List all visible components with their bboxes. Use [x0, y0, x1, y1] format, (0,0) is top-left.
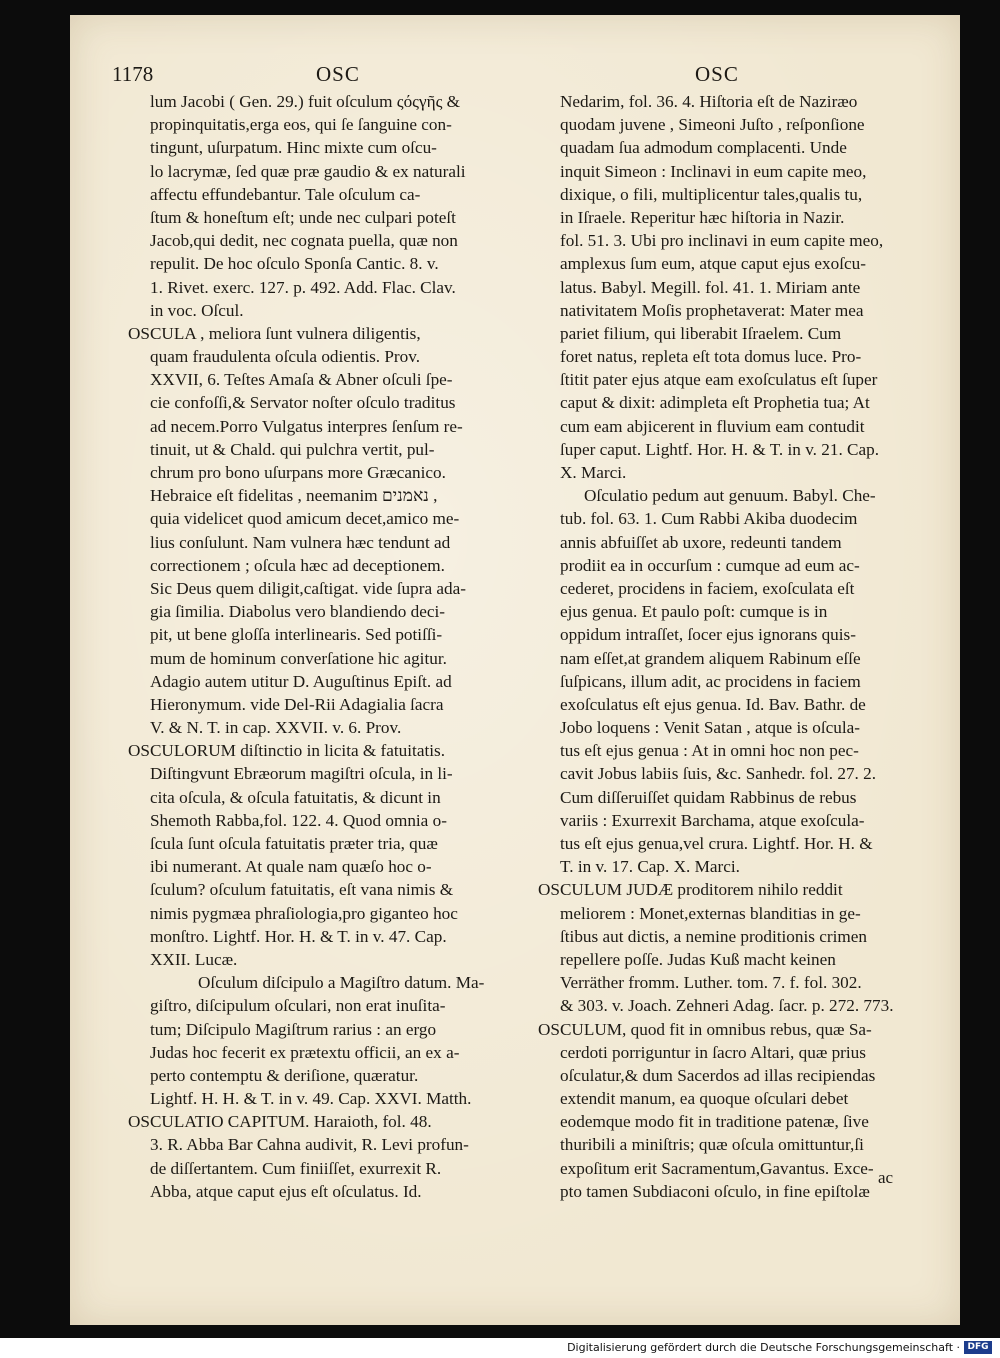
- text-line: expoſitum erit Sacramentum,Gavantus. Exce-: [560, 1158, 874, 1178]
- text-line: Verräther fromm. Luther. tom. 7. f. fol. 302.: [560, 973, 862, 993]
- text-line: extendit manum, ea quoque oſculari debet: [560, 1089, 849, 1109]
- text-line: cie confoſſi,& Servator noſter oſculo traditus: [150, 393, 456, 413]
- text-line: Diſtingvunt Ebræorum magiſtri oſcula, in li-: [150, 764, 453, 784]
- text-line: nativitatem Moſis prophetaverat: Mater mea: [560, 300, 864, 320]
- text-line: Hebraice eſt fidelitas , neemanim נאמנים ,: [150, 486, 438, 506]
- text-line: chrum pro bono uſurpans more Græcanico.: [150, 463, 446, 482]
- text-line: in Iſraele. Reperitur hæc hiſtoria in Nazir.: [560, 207, 845, 227]
- text-line: mum de hominum converſatione hic agitur.: [150, 648, 447, 668]
- running-head-right: OSC: [695, 62, 739, 86]
- text-line: meliorem : Monet,externas blanditias in ge-: [560, 903, 861, 923]
- text-line: Abba, atque caput ejus eſt oſculatus. Id.: [150, 1181, 422, 1201]
- text-line: de diſſertantem. Cum finiiſſet, exurrexit R.: [150, 1158, 442, 1178]
- text-line: cavit Jobus labiis ſuis, &c. Sanhedr. fol. 27. 2.: [560, 764, 877, 784]
- text-line: pto tamen Subdiaconi oſculo, in fine epiſtolæ: [560, 1181, 870, 1201]
- text-line: cita oſcula, & oſcula fatuitatis, & dicunt in: [150, 787, 441, 807]
- text-line: Hieronymum. vide Del-Rii Adagialia ſacra: [150, 694, 444, 714]
- text-line: Sic Deus quem diligit,caſtigat. vide ſupra ada-: [150, 578, 466, 598]
- text-line: prodiit ea in occurſum : cumque ad eum ac-: [560, 555, 860, 575]
- text-line: pariet filium, qui liberabit Iſraelem. Cum: [560, 323, 842, 343]
- right-text-column: [538, 90, 918, 1203]
- text-line: XXVII, 6. Teſtes Amaſa & Abner oſculi ſpe-: [150, 370, 453, 390]
- page-number: 1178: [112, 62, 154, 86]
- text-line: OSCULA , meliora ſunt vulnera diligentis,: [128, 323, 421, 343]
- text-line: Judas hoc fecerit ex prætextu officii, an ex a-: [150, 1042, 460, 1062]
- text-line: ſuper caput. Lightf. Hor. H. & T. in v. 21. Cap.: [560, 439, 880, 459]
- running-head-left: OSC: [316, 62, 360, 86]
- text-line: quadam ſua admodum complacenti. Unde: [560, 138, 847, 158]
- text-line: & 303. v. Joach. Zehneri Adag. ſacr. p. 272. 773.: [560, 996, 894, 1016]
- text-line: cum eam abjicerent in fluvium eam contudit: [560, 416, 865, 436]
- text-line: variis : Exurrexit Barchama, atque exoſcula-: [560, 810, 865, 830]
- text-line: thuribili a miniſtris; quæ oſcula omittuntur,ſi: [560, 1135, 864, 1155]
- text-line: foret natus, repleta eſt tota domus luce. Pro-: [560, 347, 862, 367]
- text-line: Shemoth Rabba,fol. 122. 4. Quod omnia o-: [150, 810, 447, 830]
- text-line: ſcula ſunt oſcula fatuitatis præter tria, quæ: [150, 834, 438, 853]
- text-line: fol. 51. 3. Ubi pro inclinavi in eum capite meo,: [560, 231, 884, 251]
- text-line: tinuit, ut & Chald. qui pulchra vertit, pul-: [150, 439, 435, 459]
- text-line: OSCULATIO CAPITUM. Haraioth, fol. 48.: [128, 1112, 432, 1132]
- text-line: cederet, procidens in faciem, exoſculata eſt: [560, 578, 855, 598]
- text-line: Nedarim, fol. 36. 4. Hiſtoria eſt de Naziræo: [560, 92, 858, 111]
- catchword: ac: [878, 1168, 894, 1187]
- text-line: X. Marci.: [560, 463, 627, 482]
- text-line: tingunt, uſurpatum. Hinc mixte cum oſcu-: [150, 138, 437, 158]
- text-line: ſculum? oſculum fatuitatis, eſt vana nimis &: [150, 880, 454, 900]
- text-line: correctionem ; oſcula hæc ad deceptionem.: [150, 555, 445, 575]
- text-line: quia videlicet quod amicum decet,amico me-: [150, 509, 460, 529]
- text-line: ibi numerant. At quale nam quæſo hoc o-: [150, 857, 432, 877]
- text-line: lum Jacobi ( Gen. 29.) fuit oſculum ςόςγῆς &: [150, 92, 461, 111]
- text-line: XXII. Lucæ.: [150, 949, 238, 969]
- text-line: V. & N. T. in cap. XXVII. v. 6. Prov.: [150, 718, 402, 738]
- text-line: exoſculatus eſt ejus genua. Id. Bav. Bathr. de: [560, 694, 866, 714]
- text-line: Lightf. H. H. & T. in v. 49. Cap. XXVI. Matth.: [150, 1089, 472, 1109]
- text-line: inquit Simeon : Inclinavi in eum capite meo,: [560, 161, 867, 181]
- text-line: Cum diſſeruiſſet quidam Rabbinus de rebus: [560, 787, 857, 807]
- text-line: repellere poſſe. Judas Kuß macht keinen: [560, 949, 836, 969]
- text-line: Adagio autem utitur D. Auguſtinus Epiſt. ad: [150, 671, 452, 691]
- text-line: T. in v. 17. Cap. X. Marci.: [560, 857, 740, 877]
- text-line: 3. R. Abba Bar Cahna audivit, R. Levi profun-: [150, 1135, 469, 1155]
- dfg-logo: DFG: [964, 1341, 992, 1354]
- text-line: tum; Diſcipulo Magiſtrum rarius : an ergo: [150, 1019, 437, 1039]
- text-line: OSCULUM JUDÆ proditorem nihilo reddit: [538, 880, 843, 900]
- text-line: propinquitatis,erga eos, qui ſe ſanguine con-: [150, 115, 452, 135]
- text-line: ad necem.Porro Vulgatus interpres ſenſum re-: [150, 416, 463, 436]
- text-line: Oſculum diſcipulo a Magiſtro datum. Ma-: [198, 973, 485, 993]
- text-line: in voc. Oſcul.: [150, 300, 244, 320]
- text-line: nam eſſet,at grandem aliquem Rabinum eſſe: [560, 648, 861, 668]
- text-line: tus eſt ejus genua,vel crura. Lightf. Hor. H. &: [560, 834, 873, 853]
- text-line: ſtum & honeſtum eſt; unde nec culpari poteſt: [150, 207, 456, 227]
- text-line: lius conſulunt. Nam vulnera hæc tendunt ad: [150, 532, 451, 552]
- text-line: repulit. De hoc oſculo Sponſa Cantic. 8. v.: [150, 254, 439, 274]
- text-line: 1. Rivet. exerc. 127. p. 492. Add. Flac. Clav.: [150, 277, 456, 297]
- text-line: OSCULUM, quod fit in omnibus rebus, quæ Sa-: [538, 1019, 872, 1039]
- text-line: Jobo loquens : Venit Satan , atque is oſcula-: [560, 718, 860, 738]
- text-line: ejus genua. Et paulo poſt: cumque is in: [560, 602, 828, 622]
- text-line: quodam juvene , Simeoni Juſto , reſponſione: [560, 115, 865, 135]
- text-line: tus eſt ejus genua : At in omni hoc non pec-: [560, 741, 859, 761]
- text-line: perto contemptu & deriſione, quæratur.: [150, 1065, 419, 1085]
- text-line: latus. Babyl. Megill. fol. 41. 1. Miriam ante: [560, 277, 861, 297]
- text-line: caput & dixit: adimpleta eſt Prophetia tua; At: [560, 393, 870, 413]
- text-line: OSCULORUM diſtinctio in licita & fatuitatis.: [128, 741, 445, 761]
- text-line: amplexus ſum eum, atque caput ejus exoſcu-: [560, 254, 866, 274]
- text-line: giſtro, diſcipulum oſculari, non erat inuſita-: [150, 996, 446, 1016]
- funding-notice: Digitalisierung gefördert durch die Deutsche Forschungsgemeinschaft ·: [567, 1341, 960, 1354]
- text-line: dixique, o fili, multiplicentur tales,qualis tu,: [560, 184, 863, 204]
- text-line: quam fraudulenta oſcula odientis. Prov.: [150, 347, 420, 367]
- text-line: ſtitit pater ejus atque eam exoſculatus eſt ſuper: [560, 370, 878, 390]
- text-line: nimis pygmæa phraſiologia,pro giganteo hoc: [150, 903, 458, 923]
- text-line: affectu effundebantur. Tale oſculum ca-: [150, 184, 421, 204]
- text-line: cerdoti porriguntur in ſacro Altari, quæ prius: [560, 1042, 866, 1062]
- text-line: gia ſimilia. Diabolus vero blandiendo deci-: [150, 602, 445, 622]
- text-line: ſtibus aut dictis, a nemine proditionis crimen: [560, 926, 867, 946]
- text-line: Jacob,qui dedit, nec cognata puella, quæ non: [150, 231, 458, 251]
- text-line: annis abfuiſſet ab uxore, redeunti tandem: [560, 532, 842, 552]
- text-line: eodemque modo fit in traditione patenæ, ſive: [560, 1112, 869, 1132]
- text-line: oppidum intraſſet, ſocer ejus ignorans quis-: [560, 625, 856, 645]
- text-line: pit, ut bene gloſſa interlinearis. Sed potiſſi-: [150, 625, 443, 645]
- text-line: tub. fol. 63. 1. Cum Rabbi Akiba duodecim: [560, 509, 858, 529]
- left-text-column: [128, 90, 533, 1203]
- text-line: lo lacrymæ, ſed quæ præ gaudio & ex naturali: [150, 161, 466, 181]
- text-line: oſculatur,& dum Sacerdos ad illas recipiendas: [560, 1065, 876, 1085]
- footer-bar: [0, 1338, 1000, 1358]
- text-line: Oſculatio pedum aut genuum. Babyl. Che-: [584, 486, 876, 506]
- text-line: ſuſpicans, illum adit, ac procidens in faciem: [560, 671, 861, 691]
- text-line: monſtro. Lightf. Hor. H. & T. in v. 47. Cap.: [150, 926, 447, 946]
